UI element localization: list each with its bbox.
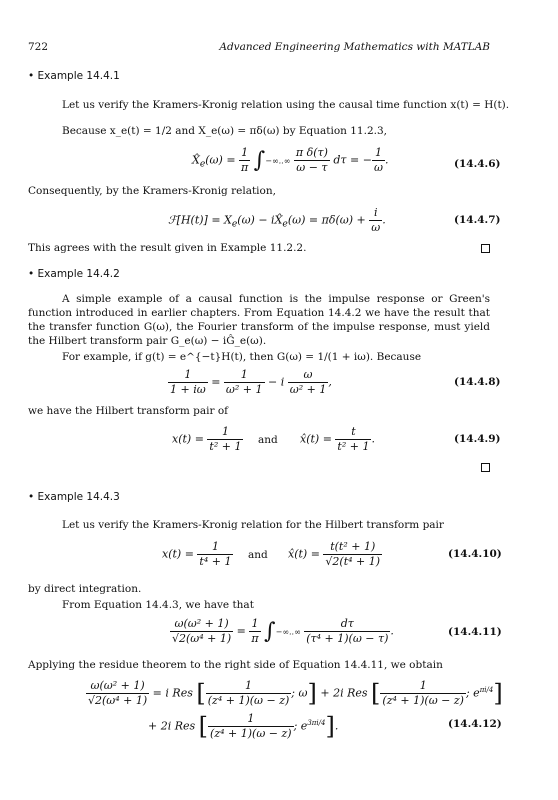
example-heading: • Example 14.4.2 (28, 268, 120, 280)
body-paragraph: A simple example of a causal function is the impulse response or Green's function introduced in earlier chapters. From Equation 14.4.2 we have the result that the transfer function G(ω), the Fourier transform of the impulse response, must yield the Hilbert transform pair G_e(ω) − iĜ_e(ω). (28, 293, 490, 347)
end-of-proof-icon (481, 463, 490, 472)
equation-14-4-9-hat: x̂(t) = $\frac{t}{\text{t² + 1}}$ . (300, 425, 375, 453)
body-line: For example, if g(t) = e^{−t}H(t), then G(ω) = 1/(1 + iω). Because (62, 351, 422, 363)
equation-number: (14.4.8) (454, 376, 501, 388)
equation-14-4-8: $\frac{1}{1 + i\omega}$ = $\frac{1}{\text{ω² + 1}}$ − i $\frac{\omega}{\text{ω² + 1}}$ , (170, 368, 332, 396)
body-line: Because x_e(t) = 1/2 and X_e(ω) = πδ(ω) by Equation 11.2.3, (62, 125, 387, 137)
equation-14-4-12-line1: $\frac{\text{ω(ω² + 1)}}{\text{√2(ω⁴ + 1)}}$ = i Res [ $\frac{1}{\text{(z⁴ + 1)(ω − z)}}$ ; ω] + 2i Res [ $\frac{1}{\text{(z⁴ + 1)(ω − z)}}$ ; $e^{\pi i/4}$] (88, 679, 503, 708)
example-heading-label: Example 14.4.1 (37, 70, 120, 82)
equation-14-4-9: x(t) = $\frac{1}{\text{t² + 1}}$ (172, 425, 242, 453)
running-title: Advanced Engineering Mathematics with MATLAB (219, 41, 490, 53)
example-heading-label: Example 14.4.2 (37, 268, 120, 280)
body-line: Applying the residue theorem to the right side of Equation 14.4.11, we obtain (28, 659, 443, 671)
equation-14-4-10: x(t) = $\frac{1}{\text{t⁴ + 1}}$ (162, 540, 232, 568)
and-word: and (258, 434, 278, 446)
body-line: From Equation 14.4.3, we have that (62, 599, 254, 611)
and-word: and (248, 549, 268, 561)
equation-number: (14.4.12) (448, 718, 502, 730)
body-line: we have the Hilbert transform pair of (28, 405, 229, 417)
end-of-proof-icon (481, 244, 490, 253)
equation-number: (14.4.6) (454, 158, 501, 170)
body-line: Consequently, by the Kramers-Kronig relation, (28, 185, 276, 197)
equation-14-4-10-hat: x̂(t) = $\frac{\text{t(t² + 1)}}{\text{√2(t⁴ + 1)}}$ (288, 540, 381, 568)
body-line: by direct integration. (28, 583, 142, 595)
equation-14-4-11: $\frac{\text{ω(ω² + 1)}}{\text{√2(ω⁴ + 1)}}$ = $\frac{1}{\pi}$ ∫−∞..∞ $\frac{d\tau}{\text{(τ⁴ + 1)(ω − τ)}}$ . (172, 617, 394, 645)
body-line: This agrees with the result given in Example 11.2.2. (28, 242, 307, 254)
example-heading: • Example 14.4.1 (28, 70, 120, 82)
equation-number: (14.4.11) (448, 626, 502, 638)
example-heading: • Example 14.4.3 (28, 491, 120, 503)
equation-number: (14.4.9) (454, 433, 501, 445)
equation-number: (14.4.7) (454, 214, 501, 226)
equation-14-4-12-line2: + 2i Res [ $\frac{1}{\text{(z⁴ + 1)(ω − z)}}$ ; $e^{3\pi i/4}$]. (148, 712, 339, 741)
equation-14-4-7: ℱ[H(t)] = $X_e(\omega)$ − $iX̂_e(\omega) = \pi\delta(\omega)$ + $\frac{i}{\omega}$ . (168, 206, 386, 234)
body-line: Let us verify the Kramers-Kronig relation for the Hilbert transform pair (62, 519, 444, 531)
body-line: Let us verify the Kramers-Kronig relation using the causal time function x(t) = H(t). (62, 99, 510, 111)
equation-14-4-6: $X̂_e(\omega)$ = $\frac{1}{\pi}$ ∫−∞..∞ $\frac{\text{π δ(τ)}}{\omega - \tau}$ dτ = − $\frac{1}{\omega}$ . (192, 146, 389, 174)
example-heading-label: Example 14.4.3 (37, 491, 120, 503)
page-number: 722 (28, 41, 49, 53)
equation-number: (14.4.10) (448, 548, 502, 560)
